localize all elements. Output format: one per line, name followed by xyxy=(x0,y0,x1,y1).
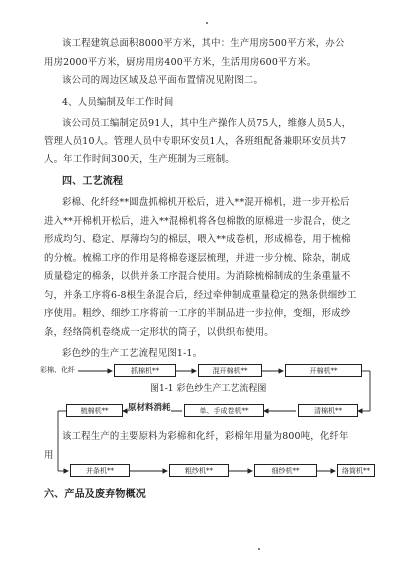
body-paragraph-line: 匀，并条工序将6-8根生条混合后，经过牵伸制成重量稳定的熟条供细纱工 xyxy=(44,290,357,301)
body-paragraph: 彩色纱的生产工艺流程见图1-1。 xyxy=(62,348,203,359)
section-heading: 四、工艺流程 xyxy=(62,176,124,187)
body-paragraph-line: 该工程建筑总面积8000平方米，其中：生产用房500平方米，办公 xyxy=(62,38,345,49)
overlapping-heading-fragment: 原材料消耗 xyxy=(128,403,171,413)
flow-node-lap-former: 单、手成卷机** xyxy=(184,404,264,417)
section-heading: 4、人员编制及年工作时间 xyxy=(62,97,174,108)
body-paragraph: 该公司的周边区域及总平面布置情况见附图二。 xyxy=(62,75,264,86)
flow-node-drawing: 并条机** xyxy=(70,464,130,477)
flow-start-label: 彩棉、化纤 xyxy=(40,366,75,374)
body-paragraph-line: 人。年工作时间300天，生产班制为三班制。 xyxy=(44,154,235,165)
body-paragraph-line: 用房2000平方米，厨房用房400平方米，生活用房600平方米。 xyxy=(44,57,317,68)
body-paragraph-line: 质量稳定的棉条，以供并条工序混合使用。为消除梳棉制成的生条重量不 xyxy=(44,271,351,282)
body-paragraph-line: 条，经络筒机卷绕成一定形状的筒子，以供织布使用。 xyxy=(44,327,274,338)
flow-node-mixing-opener: 混开棉机** xyxy=(198,364,262,377)
flow-node-roving: 粗纱机** xyxy=(169,464,229,477)
body-paragraph-line: 形成均匀、稳定、厚薄均匀的棉层，喂入**成卷机，形成棉卷，用于梳棉 xyxy=(44,234,351,245)
flow-node-opener: 开棉机** xyxy=(285,364,362,377)
body-paragraph-line: 管理人员10人。管理人员中专职环安员1人，各班组配备兼职环安员共7 xyxy=(44,136,347,147)
flow-node-scutcher: 清棉机** xyxy=(298,404,358,417)
body-paragraph-line: 该公司员工编制定员91人，其中生产操作人员75人，维修人员5人， xyxy=(62,118,352,129)
body-paragraph-line: 用 xyxy=(44,450,54,461)
flow-node-winding: 络筒机** xyxy=(337,464,375,477)
flow-node-spinning: 细纱机** xyxy=(254,464,317,477)
body-paragraph-line: 彩棉、化纤经**圆盘抓棉机开松后，进入**混开棉机，进一步开松后 xyxy=(62,197,350,208)
flow-node-carding: 梳棉机** xyxy=(66,404,123,417)
section-heading: 六、产品及废弃物概况 xyxy=(44,489,146,500)
body-paragraph-line: 的分梳。梳棉工序的作用是将棉卷逐层梳理，并进一步分梳、除杂，制成 xyxy=(44,253,351,264)
body-paragraph-line: 该工程生产的主要原料为彩棉和化纤，彩棉年用量为800吨，化纤年 xyxy=(62,431,349,442)
figure-caption: 图1-1 彩色纱生产工艺流程图 xyxy=(150,384,267,394)
body-paragraph-line: 序使用。粗纱、细纱工序将前一工序的半制品进一步拉伸，变细，形成纱 xyxy=(44,308,351,319)
flow-node-bale-plucker: 抓棉机** xyxy=(114,364,176,377)
body-paragraph-line: 进入**开棉机开松后，进入**混棉机将各包棉散的原棉进一步混合，使之 xyxy=(44,216,351,227)
